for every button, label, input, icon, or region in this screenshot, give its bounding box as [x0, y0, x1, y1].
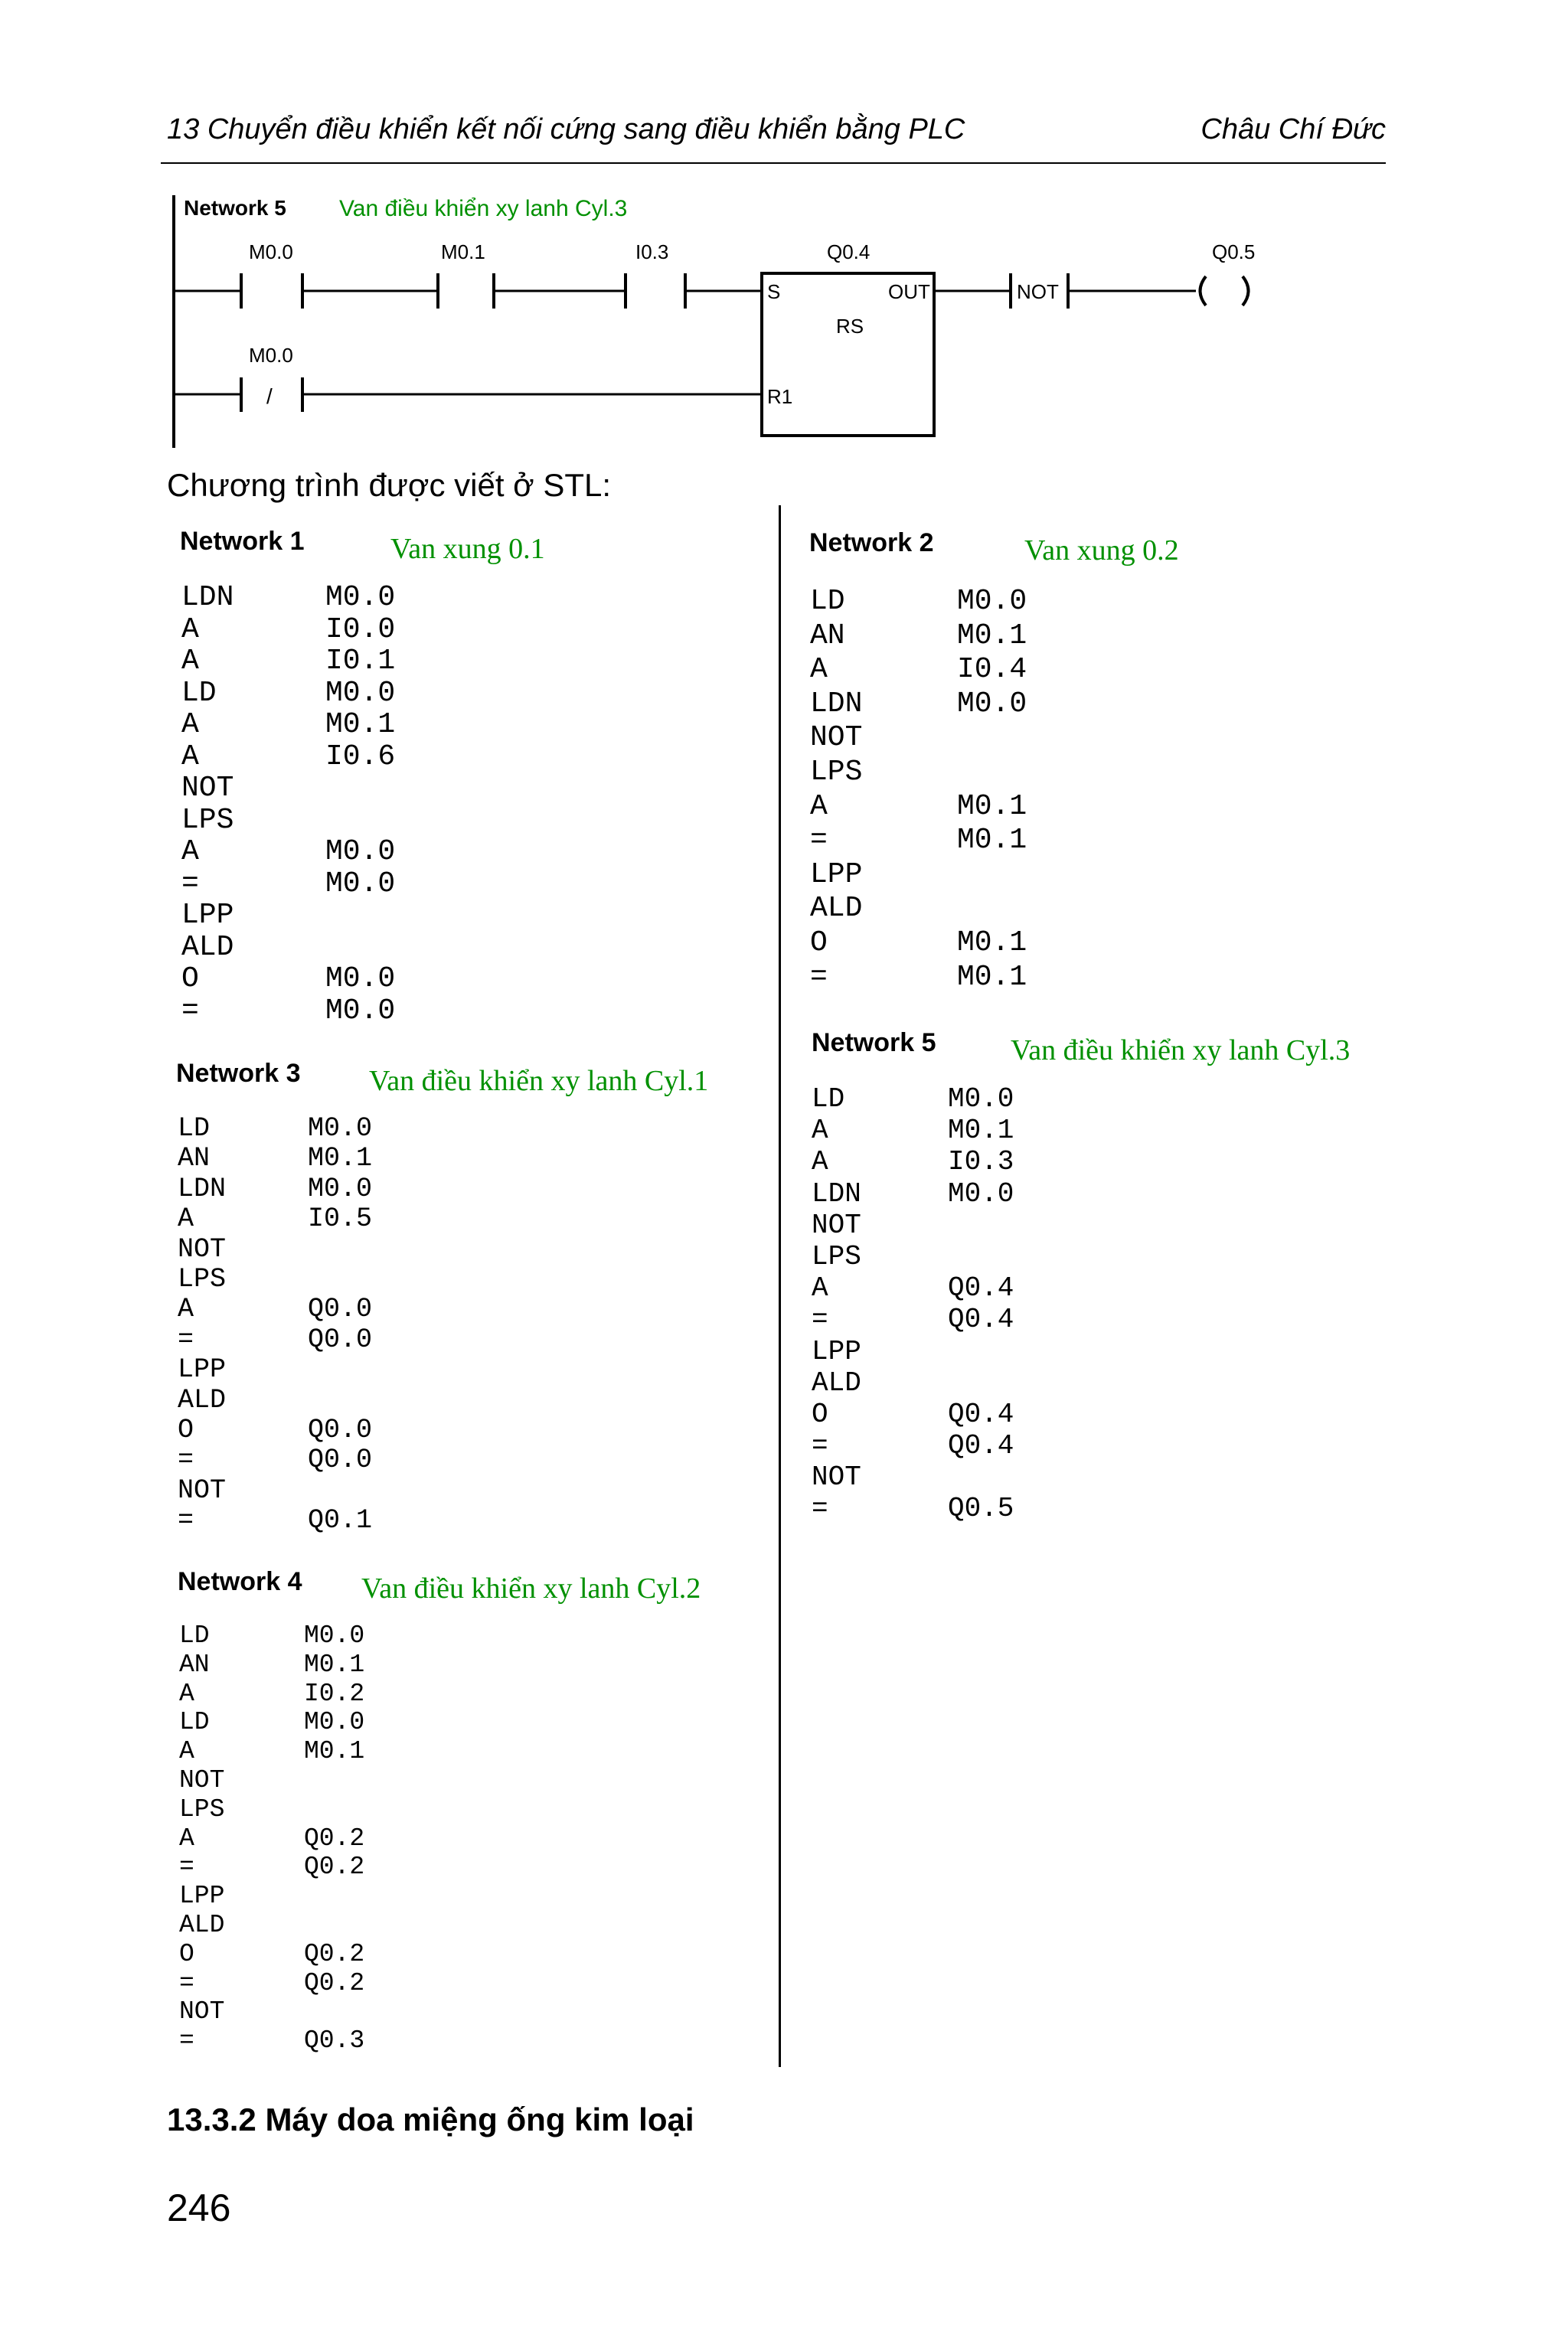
stl-operator: LPP: [179, 1882, 225, 1911]
rs-block-q04: [762, 240, 934, 436]
network-2-code: [810, 585, 1027, 994]
stl-line: [812, 1304, 1014, 1335]
stl-operator: =: [812, 1493, 828, 1525]
stl-line: [178, 1144, 372, 1174]
network-1-title: Network 1: [180, 527, 305, 556]
stl-line: [179, 1997, 364, 2026]
stl-operand: Q0.0: [308, 1294, 373, 1325]
stl-operand: M0.0: [325, 867, 396, 900]
stl-operator: LPP: [181, 899, 234, 932]
stl-operand: I0.3: [948, 1146, 1014, 1178]
stl-line: [810, 961, 1027, 995]
stl-line: [179, 1969, 364, 1998]
ladder-diagram: [153, 188, 1263, 452]
stl-line: [181, 741, 395, 773]
stl-operator: NOT: [179, 1765, 225, 1794]
contact-m01: [438, 240, 494, 309]
network-5-comment: Van điều khiển xy lanh Cyl.3: [1011, 1034, 1351, 1066]
author-name: Châu Chí Đức: [1200, 113, 1386, 145]
stl-line: [810, 926, 1027, 961]
stl-operand: M0.1: [957, 960, 1027, 994]
stl-line: [179, 1621, 364, 1651]
svg-text:R1: R1: [767, 385, 793, 408]
stl-line: [179, 2026, 364, 2056]
stl-operator: A: [812, 1272, 828, 1305]
stl-operand: Q0.5: [948, 1493, 1014, 1525]
ladder-comment: Van điều khiển xy lanh Cyl.3: [339, 196, 628, 221]
stl-line: [178, 1476, 372, 1506]
stl-operator: A: [181, 835, 199, 868]
stl-operator: A: [812, 1115, 828, 1147]
stl-operator: A: [179, 1824, 194, 1853]
stl-line: [812, 1430, 1014, 1461]
stl-operand: Q0.0: [308, 1414, 373, 1445]
stl-operator: LDN: [812, 1177, 861, 1210]
stl-operand: M0.1: [957, 926, 1027, 959]
stl-operator: ALD: [812, 1367, 861, 1399]
stl-operator: =: [810, 960, 828, 994]
column-divider: [779, 505, 781, 2067]
stl-operator: AN: [178, 1143, 211, 1174]
stl-line: [178, 1295, 372, 1324]
stl-line: [178, 1506, 372, 1536]
stl-operator: NOT: [178, 1474, 227, 1506]
stl-operand: Q0.3: [304, 2026, 365, 2056]
contact-m00-nc: [241, 344, 302, 412]
stl-line: [812, 1241, 1014, 1272]
network-1-comment: Van xung 0.1: [390, 533, 545, 565]
stl-operator: =: [179, 1853, 194, 1882]
stl-line: [812, 1272, 1014, 1304]
stl-operand: M0.0: [325, 962, 396, 995]
stl-operator: A: [179, 1737, 194, 1766]
stl-line: [812, 1083, 1014, 1115]
stl-line: [179, 1737, 364, 1766]
stl-operator: LPS: [810, 755, 863, 789]
stl-line: [810, 858, 1027, 893]
stl-operator: AN: [179, 1650, 210, 1679]
stl-line: [178, 1204, 372, 1234]
stl-line: [181, 900, 395, 932]
network-4-comment: Van điều khiển xy lanh Cyl.2: [361, 1572, 701, 1605]
svg-text:Q0.5: Q0.5: [1212, 240, 1256, 263]
stl-line: [810, 721, 1027, 756]
page-number: 246: [167, 2186, 231, 2229]
stl-line: [812, 1461, 1014, 1493]
stl-operand: Q0.2: [304, 1824, 365, 1853]
stl-operand: Q0.0: [308, 1324, 373, 1355]
stl-operator: A: [181, 612, 199, 646]
stl-line: [178, 1445, 372, 1475]
stl-operator: LPS: [179, 1794, 225, 1824]
stl-operator: NOT: [812, 1209, 861, 1241]
stl-operand: Q0.2: [304, 1853, 365, 1882]
stl-operator: A: [812, 1146, 828, 1178]
network-3-code: [178, 1114, 372, 1536]
stl-line: [181, 805, 395, 837]
stl-line: [181, 836, 395, 868]
stl-operand: I0.2: [304, 1679, 365, 1708]
stl-operand: M0.0: [304, 1621, 365, 1650]
stl-line: [178, 1325, 372, 1355]
network-2-comment: Van xung 0.2: [1024, 534, 1179, 567]
stl-line: [178, 1416, 372, 1445]
svg-text:S: S: [767, 280, 781, 303]
stl-operand: Q0.4: [948, 1430, 1014, 1462]
stl-operator: LPP: [812, 1335, 861, 1367]
stl-operator: NOT: [181, 772, 234, 805]
stl-operator: =: [181, 867, 199, 900]
stl-line: [179, 1824, 364, 1853]
stl-operator: LPP: [810, 857, 863, 891]
stl-operand: I0.5: [308, 1203, 373, 1235]
stl-operator: O: [179, 1939, 194, 1968]
stl-operand: M0.0: [957, 585, 1027, 618]
stl-operand: M0.1: [948, 1115, 1014, 1147]
contact-i03: [626, 240, 685, 309]
stl-line: [181, 614, 395, 646]
stl-operator: ALD: [178, 1384, 227, 1416]
stl-operator: NOT: [810, 721, 863, 755]
stl-line: [812, 1115, 1014, 1146]
stl-operator: =: [178, 1445, 194, 1476]
stl-operand: Q0.2: [304, 1939, 365, 1968]
stl-operand: M0.1: [308, 1143, 373, 1174]
stl-operator: A: [178, 1294, 194, 1325]
svg-text:M0.0: M0.0: [249, 344, 293, 367]
stl-operand: M0.1: [304, 1737, 365, 1766]
stl-operand: Q0.2: [304, 1968, 365, 1997]
svg-text:Q0.4: Q0.4: [827, 240, 871, 263]
stl-operator: LDN: [181, 581, 234, 614]
stl-line: [181, 995, 395, 1027]
stl-line: [178, 1114, 372, 1144]
stl-operator: A: [178, 1203, 194, 1235]
stl-line: [810, 585, 1027, 619]
stl-operator: LD: [179, 1621, 210, 1650]
stl-operator: LPS: [178, 1263, 227, 1295]
stl-operator: A: [181, 645, 199, 678]
stl-line: [179, 1882, 364, 1911]
stl-operator: =: [178, 1324, 194, 1355]
stl-operand: M0.0: [948, 1083, 1014, 1115]
stl-line: [812, 1493, 1014, 1524]
network-2-title: Network 2: [809, 528, 934, 557]
stl-operator: LD: [179, 1708, 210, 1737]
stl-operator: NOT: [178, 1233, 227, 1265]
stl-line: [179, 1680, 364, 1709]
stl-operator: A: [181, 740, 199, 773]
stl-operator: A: [810, 653, 828, 687]
stl-operator: LPS: [181, 803, 234, 837]
stl-line: [812, 1146, 1014, 1177]
stl-operator: LDN: [810, 687, 863, 720]
stl-operator: AN: [810, 619, 845, 652]
chapter-title: 13 Chuyển điều khiển kết nối cứng sang điều khiển bằng PLC: [167, 113, 965, 145]
network-5-code: [812, 1083, 1014, 1525]
stl-operand: M0.0: [325, 581, 396, 614]
stl-operator: =: [810, 824, 828, 857]
network-3-title: Network 3: [176, 1059, 301, 1088]
stl-operand: Q0.1: [308, 1505, 373, 1536]
stl-line: [810, 756, 1027, 790]
stl-operator: A: [179, 1679, 194, 1708]
not-element: [1011, 273, 1068, 309]
stl-operand: M0.0: [325, 676, 396, 710]
stl-line: [810, 653, 1027, 687]
stl-operand: M0.1: [325, 708, 396, 741]
stl-operator: =: [179, 1968, 194, 1997]
stl-operand: M0.1: [957, 619, 1027, 652]
contact-m00: [241, 240, 302, 309]
stl-operand: M0.0: [325, 994, 396, 1027]
stl-line: [179, 1708, 364, 1737]
stl-line: [812, 1367, 1014, 1399]
stl-operator: O: [810, 926, 828, 959]
stl-operand: I0.0: [325, 612, 396, 646]
stl-line: [812, 1399, 1014, 1430]
stl-operand: M0.0: [957, 687, 1027, 720]
stl-operator: ALD: [179, 1910, 225, 1939]
stl-line: [812, 1178, 1014, 1210]
stl-operator: ALD: [181, 930, 234, 964]
svg-text:RS: RS: [836, 315, 864, 338]
stl-line: [179, 1651, 364, 1680]
stl-operator: O: [181, 962, 199, 995]
stl-operand: I0.1: [325, 645, 396, 678]
coil-q05: [1200, 240, 1256, 305]
stl-line: [812, 1210, 1014, 1241]
stl-line: [179, 1940, 364, 1969]
stl-operator: =: [812, 1430, 828, 1462]
stl-line: [178, 1386, 372, 1416]
stl-operand: I0.6: [325, 740, 396, 773]
section-heading: 13.3.2 Máy doa miệng ống kim loại: [167, 2101, 694, 2137]
stl-operand: M0.1: [957, 824, 1027, 857]
network-5-title: Network 5: [812, 1028, 936, 1057]
stl-line: [812, 1336, 1014, 1367]
stl-line: [181, 645, 395, 678]
svg-text:M0.0: M0.0: [249, 240, 293, 263]
stl-operator: ALD: [810, 892, 863, 926]
svg-text:M0.1: M0.1: [441, 240, 485, 263]
stl-operator: LD: [178, 1113, 211, 1144]
stl-operator: LPS: [812, 1240, 861, 1272]
stl-operator: O: [178, 1414, 194, 1445]
stl-operand: Q0.4: [948, 1272, 1014, 1305]
stl-line: [810, 892, 1027, 926]
svg-text:/: /: [266, 384, 273, 408]
stl-operand: M0.1: [304, 1650, 365, 1679]
ladder-network-title: Network 5: [184, 196, 286, 220]
stl-operand: M0.0: [304, 1708, 365, 1737]
network-4-title: Network 4: [178, 1567, 302, 1596]
stl-line: [178, 1355, 372, 1385]
stl-operator: =: [812, 1304, 828, 1336]
stl-line: [810, 790, 1027, 825]
stl-operator: LD: [181, 676, 217, 710]
stl-line: [181, 582, 395, 614]
intro-text: Chương trình được viết ở STL:: [167, 467, 612, 503]
header-rule: [161, 162, 1386, 164]
network-4-code: [179, 1621, 364, 2056]
page-header: [167, 113, 1386, 159]
stl-line: [810, 687, 1027, 722]
stl-line: [810, 619, 1027, 654]
stl-line: [179, 1853, 364, 1882]
stl-line: [178, 1265, 372, 1295]
stl-operator: LD: [810, 585, 845, 618]
stl-line: [179, 1795, 364, 1824]
stl-operator: =: [181, 994, 199, 1027]
svg-text:NOT: NOT: [1017, 280, 1059, 303]
stl-operand: Q0.4: [948, 1304, 1014, 1336]
network-1-code: [181, 582, 395, 1027]
stl-line: [181, 678, 395, 710]
stl-operator: A: [181, 708, 199, 741]
stl-operand: I0.4: [957, 653, 1027, 687]
stl-line: [179, 1766, 364, 1795]
stl-line: [181, 772, 395, 805]
stl-operator: A: [810, 789, 828, 823]
svg-text:I0.3: I0.3: [635, 240, 669, 263]
stl-operand: M0.1: [957, 789, 1027, 823]
stl-line: [181, 709, 395, 741]
stl-line: [810, 824, 1027, 858]
stl-line: [181, 963, 395, 995]
svg-text:OUT: OUT: [888, 280, 930, 303]
stl-operator: =: [179, 2026, 194, 2056]
stl-operand: M0.0: [308, 1113, 373, 1144]
stl-operator: LDN: [178, 1173, 227, 1204]
stl-operand: Q0.0: [308, 1445, 373, 1476]
stl-operator: NOT: [812, 1461, 861, 1494]
stl-line: [178, 1235, 372, 1265]
stl-line: [181, 932, 395, 964]
stl-operand: M0.0: [308, 1173, 373, 1204]
stl-operator: =: [178, 1505, 194, 1536]
stl-line: [181, 868, 395, 900]
stl-operator: O: [812, 1398, 828, 1430]
stl-operand: M0.0: [325, 835, 396, 868]
stl-operator: LD: [812, 1083, 845, 1115]
stl-operator: LPP: [178, 1354, 227, 1386]
stl-line: [178, 1174, 372, 1204]
stl-operand: M0.0: [948, 1177, 1014, 1210]
network-3-comment: Van điều khiển xy lanh Cyl.1: [369, 1065, 709, 1097]
stl-operand: Q0.4: [948, 1398, 1014, 1430]
stl-operator: NOT: [179, 1997, 225, 2026]
stl-line: [179, 1911, 364, 1940]
